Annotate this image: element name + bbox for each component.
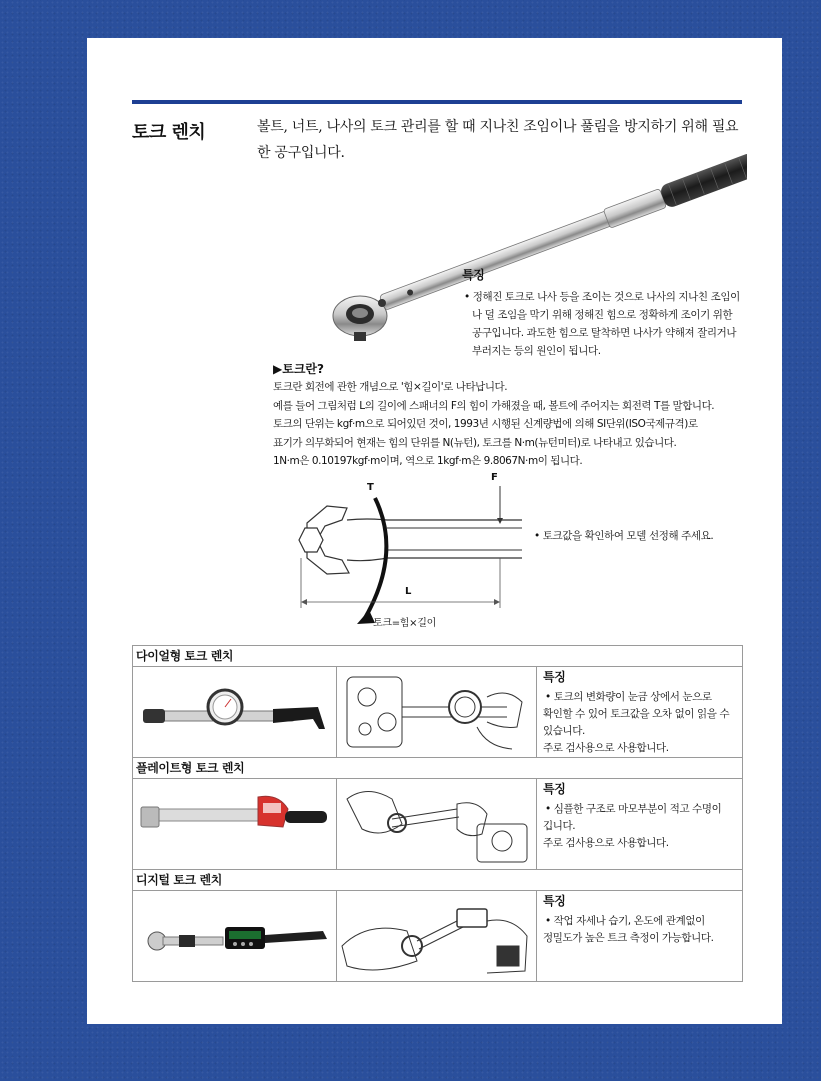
torque-line: 토크란 회전에 관한 개념으로 '힘×길이'로 나타납니다. — [273, 381, 508, 393]
torque-line: 토크의 단위는 kgf·m으로 되어있던 것이, 1993년 시행된 신계량법에 의해 SI단위(ISO국제규격)로 — [273, 418, 698, 430]
table-row — [133, 891, 743, 982]
torque-explanation — [273, 378, 743, 471]
feature-line: • 작업 자세나 습기, 온도에 관계없이 — [545, 915, 705, 927]
torque-line: 예를 들어 그림처럼 L의 길이에 스패너의 F의 힘이 가해졌을 때, 볼트에 주어지는 회전력 T를 말합니다. — [273, 399, 715, 412]
dial-wrench-usage-illustration — [337, 667, 537, 758]
torque-line: 1N·m은 0.10197kgf·m이며, 역으로 1kgf·m은 9.8067N·m이 됩니다. — [273, 455, 583, 467]
dial-wrench-feature — [537, 667, 743, 758]
plate-feature-heading: 특징 — [543, 782, 566, 796]
table-row — [133, 646, 743, 667]
type-name-dial: 다이얼형 토크 렌치 — [133, 646, 743, 667]
feature-line: 확인할 수 있어 토크값을 오차 없이 읽을 수 — [543, 708, 730, 720]
feature-line: • 심플한 구조로 마모부분이 적고 수명이 — [545, 803, 722, 815]
section-title: 토크 렌치 — [132, 122, 206, 143]
torque-line: 표기가 의무화되어 현재는 힘의 단위를 N(뉴턴), 토크를 N·m(뉴턴미터)로 나타내고 있습니다. — [273, 436, 677, 449]
catalog-page — [87, 38, 782, 1024]
feature-main — [462, 266, 742, 360]
dial-feature-heading: 특징 — [543, 670, 566, 684]
diagram-formula: 토크=힘×길이 — [373, 618, 436, 629]
feature-line: 있습니다. — [543, 725, 585, 737]
type-name-plate: 플레이트형 토크 렌치 — [133, 758, 743, 779]
digital-wrench-image — [133, 891, 337, 982]
digital-feature-heading: 특징 — [543, 894, 566, 908]
feature-line: 주로 검사용으로 사용합니다. — [543, 837, 669, 849]
torque-heading: ▶토크란? — [273, 362, 324, 376]
feature-line: 정밀도가 높은 트크 측정이 가능합니다. — [543, 932, 714, 944]
digital-wrench-feature — [537, 891, 743, 982]
dial-wrench-image — [133, 667, 337, 758]
type-name-digital: 디지털 토크 렌치 — [133, 870, 743, 891]
table-row — [133, 758, 743, 779]
label-force-f: F — [491, 472, 498, 483]
digital-wrench-usage-illustration — [337, 891, 537, 982]
torque-diagram — [287, 472, 547, 633]
feature-main-text: • 정해진 토크로 나사 등을 조이는 것으로 나사의 지나친 조임이나 덜 조임을 막기 위해 정해진 힘으로 정확하게 조이기 위한 공구입니다. 과도한 힘으로 탈착하면 나사가 약해져 잘리거나 부러지는 등의 원인이 됩니다. — [464, 291, 740, 357]
feature-line: 주로 검사용으로 사용합니다. — [543, 742, 669, 754]
table-row — [133, 870, 743, 891]
diagram-note: • 토크값을 확인하여 모델 선정해 주세요. — [534, 530, 714, 542]
table-row — [133, 667, 743, 758]
wrench-types-table — [132, 645, 743, 982]
section-rule — [132, 100, 742, 104]
table-row — [133, 779, 743, 870]
feature-line: • 토크의 변화량이 눈금 상에서 눈으로 — [545, 691, 712, 703]
feature-line: 깁니다. — [543, 820, 576, 832]
plate-wrench-feature — [537, 779, 743, 870]
plate-wrench-usage-illustration — [337, 779, 537, 870]
section-intro: 볼트, 너트, 나사의 토크 관리를 할 때 지나친 조임이나 풀림을 방지하기 위해 필요한 공구입니다. — [257, 119, 739, 161]
label-torque-t: T — [367, 482, 374, 493]
plate-wrench-image — [133, 779, 337, 870]
feature-main-heading: 특징 — [462, 268, 485, 282]
label-length-l: L — [405, 586, 412, 597]
